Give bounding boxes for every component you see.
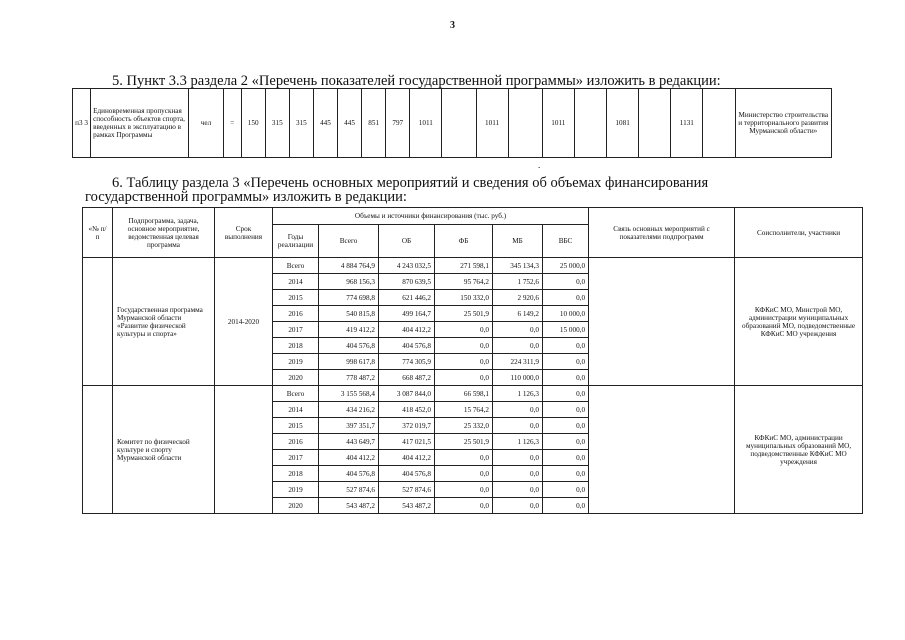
vbs-cell: 25 000,0 (543, 258, 589, 274)
indicator-value: 1011 (476, 89, 508, 158)
vbs-cell: 0,0 (543, 498, 589, 514)
mb-cell: 1 126,3 (493, 434, 543, 450)
year-cell: 2017 (273, 450, 319, 466)
program-name-cell: Государственная программа Мурманской области «Развитие физической культуры и спорта» (113, 258, 215, 386)
total-cell: 404 576,8 (319, 338, 379, 354)
year-cell: 2019 (273, 482, 319, 498)
year-cell: 2016 (273, 434, 319, 450)
total-cell: 540 815,8 (319, 306, 379, 322)
col-executors-header: Соисполнители, участники (735, 208, 863, 258)
vbs-cell: 0,0 (543, 338, 589, 354)
mb-cell: 0,0 (493, 450, 543, 466)
mb-cell: 2 920,6 (493, 290, 543, 306)
year-cell: 2019 (273, 354, 319, 370)
indicator-value (442, 89, 476, 158)
table-row (83, 258, 863, 274)
ob-cell: 4 243 032,5 (379, 258, 435, 274)
section-6-heading-line1: 6. Таблицу раздела 3 «Перечень основных мероприятий и сведения об объемах финансирования (112, 175, 709, 191)
link-cell (589, 258, 735, 386)
mb-cell: 1 126,3 (493, 386, 543, 402)
col-vbs-header: ВБС (543, 225, 589, 258)
mb-cell: 0,0 (493, 402, 543, 418)
mb-cell: 1 752,6 (493, 274, 543, 290)
indicator-value: 797 (386, 89, 410, 158)
mb-cell: 0,0 (493, 418, 543, 434)
indicator-value (639, 89, 671, 158)
page-number: 3 (450, 20, 455, 31)
fb-cell: 0,0 (435, 450, 493, 466)
col-term-header: Срок выполнения (215, 208, 273, 258)
col-years-header: Годы реализации (273, 225, 319, 258)
mb-cell: 0,0 (493, 466, 543, 482)
mb-cell: 110 000,0 (493, 370, 543, 386)
col-ob-header: ОБ (379, 225, 435, 258)
indicator-value: 1131 (671, 89, 703, 158)
year-cell: Всего (273, 258, 319, 274)
program-term-cell (215, 386, 273, 514)
mb-cell: 224 311,9 (493, 354, 543, 370)
indicator-row (73, 89, 832, 158)
year-cell: 2017 (273, 322, 319, 338)
ob-cell: 668 487,2 (379, 370, 435, 386)
total-cell: 3 155 568,4 (319, 386, 379, 402)
year-cell: 2016 (273, 306, 319, 322)
program-name-cell: Комитет по физической культуре и спорту Мурманской области (113, 386, 215, 514)
vbs-cell: 0,0 (543, 386, 589, 402)
stray-dot: . (538, 160, 541, 170)
ob-cell: 417 021,5 (379, 434, 435, 450)
year-cell: Всего (273, 386, 319, 402)
col-fb-header: ФБ (435, 225, 493, 258)
indicator-name: Единовременная пропускная способность объектов спорта, введенных в эксплуатацию в рамках Программы (91, 89, 189, 158)
mb-cell: 0,0 (493, 498, 543, 514)
vbs-cell: 0,0 (543, 402, 589, 418)
ob-cell: 404 412,2 (379, 450, 435, 466)
ob-cell: 621 446,2 (379, 290, 435, 306)
vbs-cell: 0,0 (543, 434, 589, 450)
vbs-cell: 0,0 (543, 370, 589, 386)
fb-cell: 0,0 (435, 338, 493, 354)
program-term-cell: 2014-2020 (215, 258, 273, 386)
ob-cell: 499 164,7 (379, 306, 435, 322)
ob-cell: 527 874,6 (379, 482, 435, 498)
total-cell: 404 412,2 (319, 450, 379, 466)
indicator-value: 1011 (542, 89, 574, 158)
link-cell (589, 386, 735, 514)
indicator-value (703, 89, 735, 158)
col-num-header: «№ п/п (83, 208, 113, 258)
indicator-value: 315 (265, 89, 289, 158)
row-number-cell (83, 386, 113, 514)
year-cell: 2014 (273, 274, 319, 290)
ob-cell: 774 305,9 (379, 354, 435, 370)
vbs-cell: 10 000,0 (543, 306, 589, 322)
vbs-cell: 0,0 (543, 482, 589, 498)
section-5-heading: 5. Пункт 3.3 раздела 2 «Перечень показателей государственной программы» изложить в редакции: (112, 73, 721, 89)
year-cell: 2015 (273, 290, 319, 306)
year-cell: 2018 (273, 466, 319, 482)
total-cell: 4 884 764,9 (319, 258, 379, 274)
fb-cell: 0,0 (435, 498, 493, 514)
total-cell: 443 649,7 (319, 434, 379, 450)
ob-cell: 404 576,8 (379, 466, 435, 482)
mb-cell: 345 134,3 (493, 258, 543, 274)
fb-cell: 95 764,2 (435, 274, 493, 290)
indicator-value: 445 (313, 89, 337, 158)
col-volumes-header: Объемы и источники финансирования (тыс. руб.) (273, 208, 589, 225)
fb-cell: 25 332,0 (435, 418, 493, 434)
total-cell: 419 412,2 (319, 322, 379, 338)
total-cell: 527 874,6 (319, 482, 379, 498)
year-cell: 2020 (273, 498, 319, 514)
mb-cell: 0,0 (493, 338, 543, 354)
indicator-code: п3 3 (73, 89, 91, 158)
indicator-value: 851 (362, 89, 386, 158)
indicator-value: 150 (241, 89, 265, 158)
mb-cell: 0,0 (493, 482, 543, 498)
total-cell: 397 351,7 (319, 418, 379, 434)
table-row (83, 386, 863, 402)
total-cell: 434 216,2 (319, 402, 379, 418)
total-cell: 404 576,8 (319, 466, 379, 482)
year-cell: 2018 (273, 338, 319, 354)
executors-cell: КФКиС МО, администрации муниципальных образований МО, подведомственные КФКиС МО учреждения (735, 386, 863, 514)
mb-cell: 6 149,2 (493, 306, 543, 322)
financing-header-row (83, 208, 863, 225)
total-cell: 543 487,2 (319, 498, 379, 514)
indicator-unit: чел (189, 89, 223, 158)
indicator-table (72, 88, 832, 158)
fb-cell: 0,0 (435, 466, 493, 482)
indicator-sign: = (223, 89, 241, 158)
total-cell: 778 487,2 (319, 370, 379, 386)
ob-cell: 404 412,2 (379, 322, 435, 338)
col-link-header: Связь основных мероприятий с показателями подпрограмм (589, 208, 735, 258)
vbs-cell: 0,0 (543, 274, 589, 290)
fb-cell: 0,0 (435, 322, 493, 338)
vbs-cell: 0,0 (543, 418, 589, 434)
col-name-header: Подпрограмма, задача, основное мероприятие, ведомственная целевая программа (113, 208, 215, 258)
col-mb-header: МБ (493, 225, 543, 258)
fb-cell: 0,0 (435, 354, 493, 370)
indicator-value: 1011 (410, 89, 442, 158)
row-number-cell (83, 258, 113, 386)
fb-cell: 15 764,2 (435, 402, 493, 418)
fb-cell: 25 501,9 (435, 306, 493, 322)
indicator-value (574, 89, 606, 158)
indicator-value: 445 (338, 89, 362, 158)
vbs-cell: 0,0 (543, 290, 589, 306)
mb-cell: 0,0 (493, 322, 543, 338)
vbs-cell: 15 000,0 (543, 322, 589, 338)
ob-cell: 3 087 844,0 (379, 386, 435, 402)
year-cell: 2014 (273, 402, 319, 418)
indicator-responsible: Министерство строительства и территориального развития Мурманской области» (735, 89, 831, 158)
total-cell: 968 156,3 (319, 274, 379, 290)
fb-cell: 0,0 (435, 370, 493, 386)
year-cell: 2015 (273, 418, 319, 434)
executors-cell: КФКиС МО, Минстрой МО, администрации муниципальных образований МО, подведомственные КФКиС МО учреждения (735, 258, 863, 386)
fb-cell: 66 598,1 (435, 386, 493, 402)
section-6-heading-line2: государственной программы» изложить в редакции: (85, 189, 407, 205)
vbs-cell: 0,0 (543, 354, 589, 370)
ob-cell: 372 019,7 (379, 418, 435, 434)
indicator-value: 1081 (607, 89, 639, 158)
fb-cell: 271 598,1 (435, 258, 493, 274)
ob-cell: 870 639,5 (379, 274, 435, 290)
indicator-value: 315 (289, 89, 313, 158)
financing-table (82, 207, 863, 514)
ob-cell: 418 452,0 (379, 402, 435, 418)
vbs-cell: 0,0 (543, 466, 589, 482)
vbs-cell: 0,0 (543, 450, 589, 466)
total-cell: 998 617,8 (319, 354, 379, 370)
total-cell: 774 698,8 (319, 290, 379, 306)
ob-cell: 404 576,8 (379, 338, 435, 354)
fb-cell: 25 501,9 (435, 434, 493, 450)
col-total-header: Всего (319, 225, 379, 258)
fb-cell: 150 332,0 (435, 290, 493, 306)
ob-cell: 543 487,2 (379, 498, 435, 514)
indicator-value (508, 89, 542, 158)
year-cell: 2020 (273, 370, 319, 386)
fb-cell: 0,0 (435, 482, 493, 498)
